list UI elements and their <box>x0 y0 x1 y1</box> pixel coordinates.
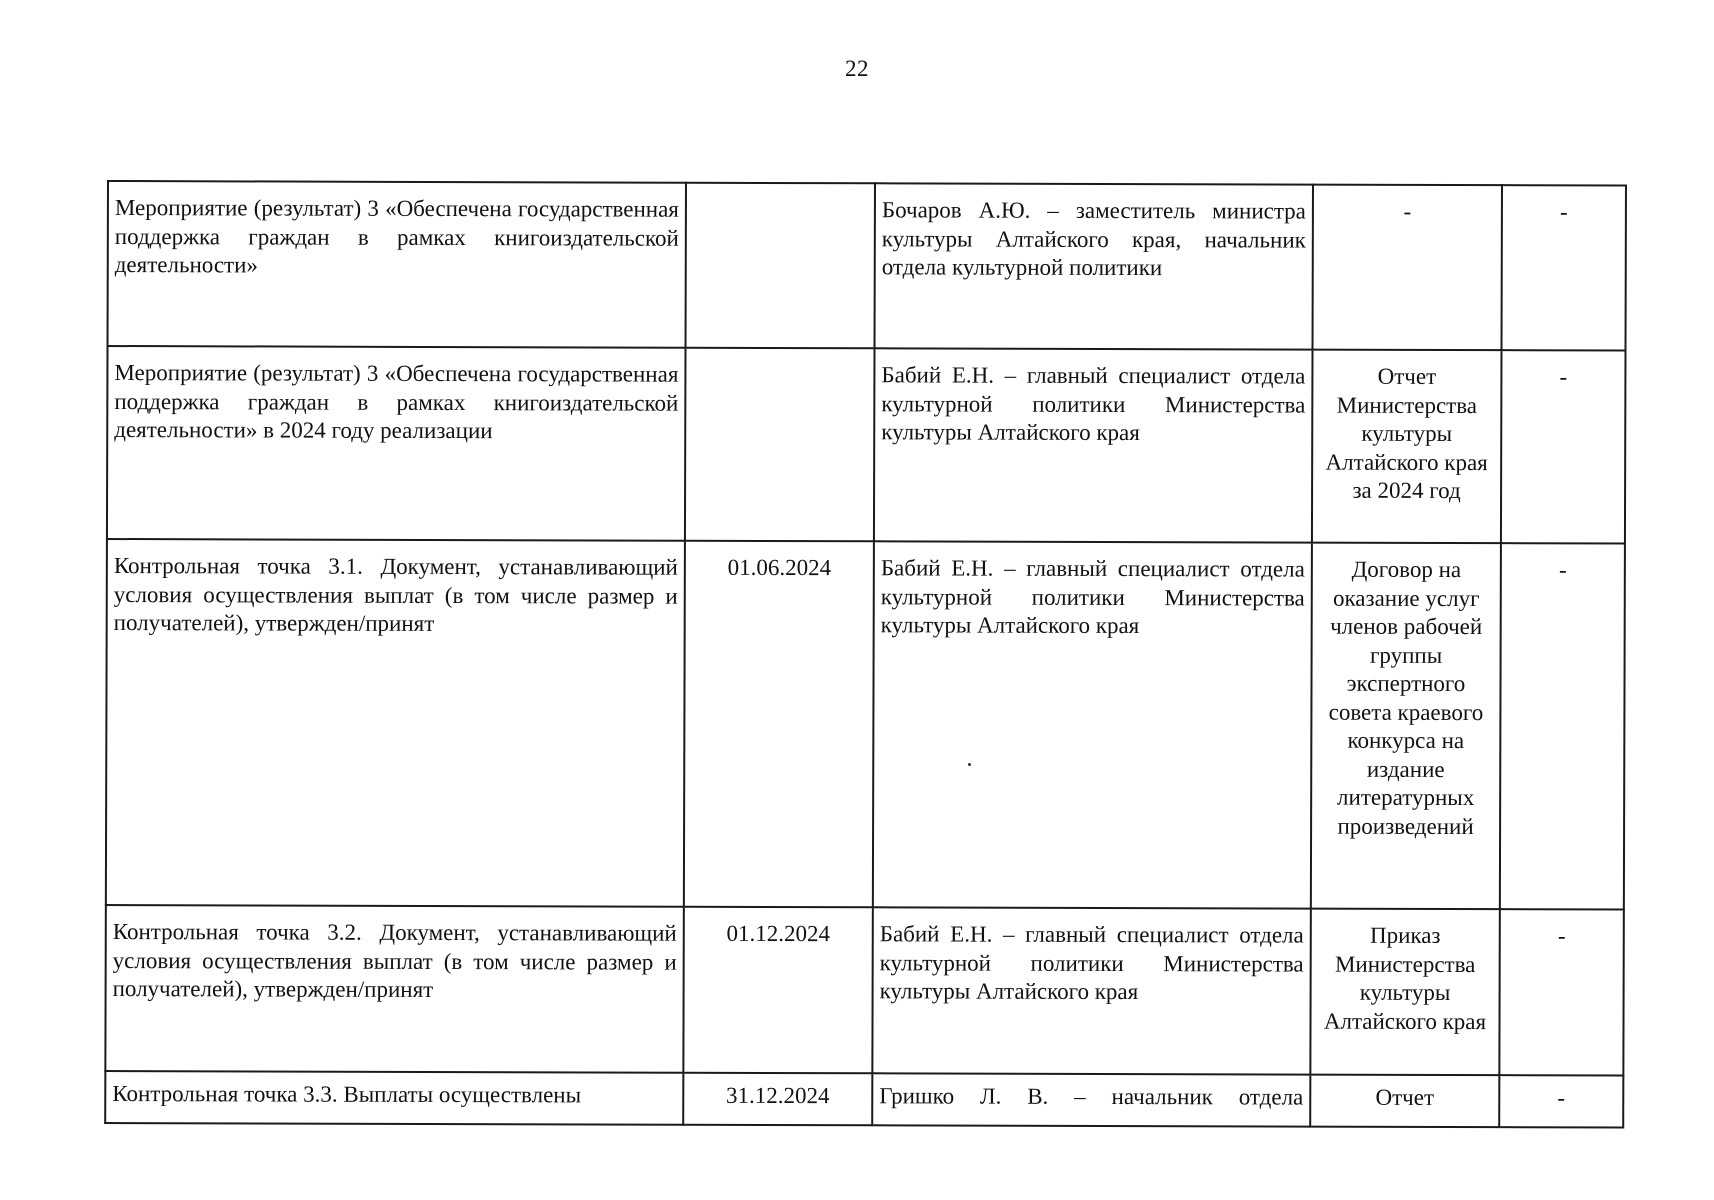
table-row <box>105 905 1623 1076</box>
page-number: 22 <box>845 56 869 81</box>
info-system-cell: - <box>1500 543 1625 909</box>
responsible-cell: Бабий Е.Н. – главный специалист отдела культурной политики Министерства культуры Алтайского края <box>873 541 1312 908</box>
date-cell <box>685 348 875 542</box>
document-cell: - <box>1313 185 1502 351</box>
document-cell: Отчет Министерства культуры Алтайского края за 2024 год <box>1312 350 1502 544</box>
table-row <box>108 181 1626 351</box>
event-cell: Контрольная точка 3.3. Выплаты осуществлены <box>105 1071 683 1125</box>
table-row <box>105 1071 1623 1128</box>
responsible-cell: Бочаров А.Ю. – заместитель министра культуры Алтайского края, начальник отдела культурной политики <box>875 183 1313 349</box>
event-cell: Мероприятие (результат) 3 «Обеспечена государственная поддержка граждан в рамках книгоиздательской деятельности» в 2024 году реализации <box>107 346 686 541</box>
control-points-table <box>104 180 1627 1129</box>
document-cell: Отчет <box>1310 1075 1499 1128</box>
responsible-cell: Бабий Е.Н. – главный специалист отдела культурной политики Министерства культуры Алтайского края <box>872 907 1310 1074</box>
table-row <box>106 539 1625 910</box>
responsible-cell: Бабий Е.Н. – главный специалист отдела культурной политики Министерства культуры Алтайского края <box>874 348 1313 542</box>
scan-speck <box>968 763 971 766</box>
date-cell: 01.06.2024 <box>684 541 874 908</box>
date-cell: 31.12.2024 <box>683 1073 872 1126</box>
date-cell: 01.12.2024 <box>683 907 872 1074</box>
responsible-cell: Гришко Л. В. – начальник отдела <box>872 1073 1310 1126</box>
table-row <box>107 346 1626 544</box>
document-cell: Приказ Министерства культуры Алтайского края <box>1310 909 1499 1076</box>
info-system-cell: - <box>1501 350 1626 543</box>
date-cell <box>686 183 875 349</box>
event-cell: Контрольная точка 3.1. Документ, устанавливающий условия осуществления выплат (в том числе размер и получателей), утвержден/принят <box>106 539 685 907</box>
event-cell: Мероприятие (результат) 3 «Обеспечена государственная поддержка граждан в рамках книгоиздательской деятельности» <box>108 181 686 348</box>
document-cell: Договор на оказание услуг членов рабочей группы экспертного совета краевого конкурса на издание литературных произведений <box>1311 543 1501 910</box>
info-system-cell: - <box>1499 909 1623 1075</box>
info-system-cell: - <box>1499 1075 1623 1127</box>
event-cell: Контрольная точка 3.2. Документ, устанавливающий условия осуществления выплат (в том числе размер и получателей), утвержден/принят <box>105 905 683 1073</box>
info-system-cell: - <box>1502 185 1626 350</box>
